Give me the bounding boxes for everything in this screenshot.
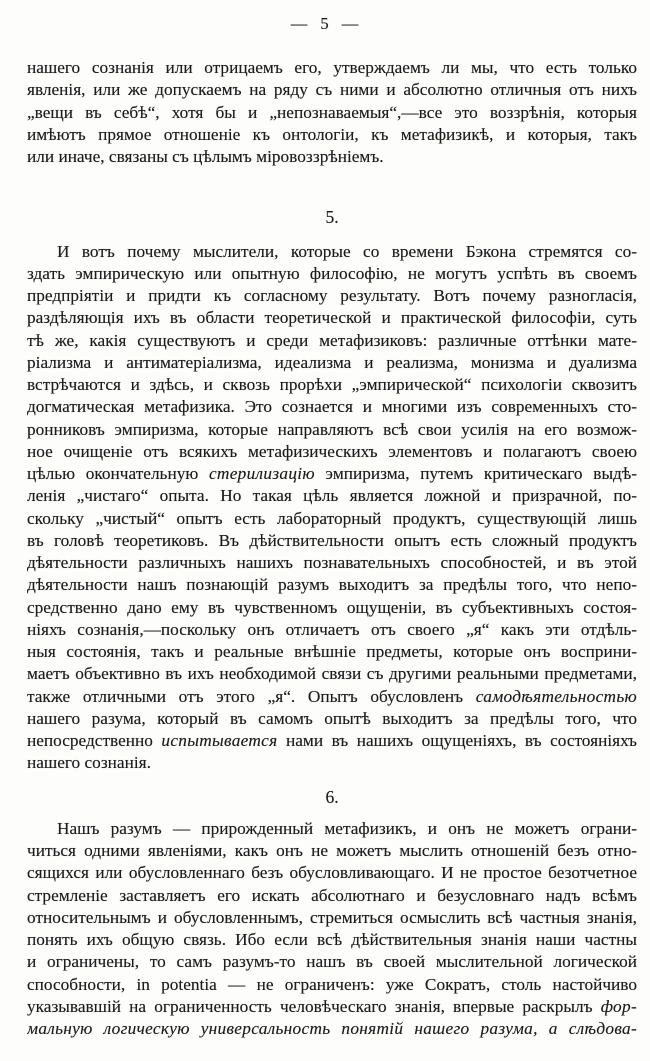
text-line: средственно дано ему въ чувственномъ ощущеніи, въ субъективныхъ состоя- xyxy=(27,597,637,617)
section-heading: 6. xyxy=(325,786,339,807)
text-line: въ головѣ теоретиковъ. Въ дѣйствительности опытъ есть сложный продуктъ xyxy=(27,530,637,550)
text-line: сящихся или обусловленнаго безъ обусловливающаго. И не простое безотчетное xyxy=(27,863,637,883)
text-line: явленія, или же допускаемъ на ряду съ ними и абсолютно отличныя отъ нихъ xyxy=(27,80,637,100)
text-line: предпріятіи и придти къ согласному результату. Вотъ почему разногласія, xyxy=(27,286,637,305)
paragraph xyxy=(27,241,637,775)
text-line: относительнымъ и обусловленнымъ, стремиться осмыслить всѣ частныя знанія, xyxy=(27,907,637,927)
text-line: маетъ объективно въ ихъ необходимой связи съ другими реальными предметами, xyxy=(27,664,637,684)
text-line: также отличными отъ этого „я“. Опытъ обусловленъ самодѣятельностью xyxy=(27,686,637,706)
text-line: раздѣляющія ихъ въ области теоретической и практической философіи, суть xyxy=(27,308,637,328)
text-line: ныя состоянія, такъ и реальные внѣшніе предметы, которые онъ восприни- xyxy=(27,642,637,661)
paragraph xyxy=(27,57,637,168)
text-line: стремленіе заставляетъ его искать абсолютнаго и безусловнаго надъ всѣмъ xyxy=(27,885,637,905)
text-line: ронниковъ эмпиризма, которые направляютъ всѣ свои усилія на его возмож- xyxy=(27,419,637,439)
document-content xyxy=(0,57,650,1040)
text-line: дѣятельности различныхъ нашихъ познавательныхъ способностей, и въ этой xyxy=(27,553,637,572)
text-line: И вотъ почему мыслители, которые со времени Бэкона стремятся со- xyxy=(57,241,637,261)
text-line: указывавшій на ограниченность человѣческаго знанія, впервые раскрылъ фор- xyxy=(27,996,637,1016)
text-line: дѣятельности нашъ познающій разумъ выходитъ за предѣлы того, что непо- xyxy=(27,575,637,595)
text-line: скольку „чистый“ опытъ есть лабораторный продуктъ, существующій лишь xyxy=(27,508,637,528)
text-line: здать эмпирическую или опытную философію, не могутъ успѣть въ своемъ xyxy=(27,263,637,283)
text-line: „вещи въ себѣ“, хотя бы и „непознаваемыя“,—все это воззрѣнія, которыя xyxy=(27,102,637,122)
text-line: имѣютъ прямое отношеніе къ онтологіи, къ метафизикѣ, и которыя, такъ xyxy=(27,124,637,144)
text-line: ное очищеніе отъ всякихъ метафизическихъ элементовъ и полагаютъ своею xyxy=(27,441,637,461)
text-line: Нашъ разумъ — прирожденный метафизикъ, и онъ не можетъ ограни- xyxy=(57,818,637,838)
text-line: ленія „чистаго“ опыта. Но такая цѣль является ложной и призрачной, по- xyxy=(27,486,637,506)
text-line: цѣлью окончательную стерилизацію эмпиризма, путемъ критическаго выдѣ- xyxy=(27,464,637,483)
text-line: встрѣчаются и здѣсь, и сквозь прорѣхи „эмпирической“ психологіи сквозитъ xyxy=(27,375,637,394)
text-line: нашего сознанія. xyxy=(27,753,151,773)
text-line: ріализма и антиматеріализма, идеализма и реализма, монизма и дуализма xyxy=(27,352,637,372)
text-line: понять ихъ общую связь. Ибо если всѣ дѣйствительныя знанія наши частны xyxy=(27,930,637,949)
text-line: или иначе, связаны съ цѣлымъ міровоззрѣніемъ. xyxy=(27,147,384,166)
section-heading: 5. xyxy=(325,207,339,228)
paragraph xyxy=(27,818,637,1041)
text-line: нашего сознанія или отрицаемъ его, утверждаемъ ли мы, что есть только xyxy=(27,58,637,77)
text-line: способности, in potentia — не ограниченъ: уже Сократъ, столь настойчиво xyxy=(27,974,637,994)
text-line: и ограничены, то самъ разумъ-то нашъ въ своей мыслительной логической xyxy=(27,952,637,972)
text-line: тѣ же, какія существуютъ и среди метафизиковъ: различные оттѣнки мате- xyxy=(27,330,637,350)
text-line: мальную логическую универсальность понятій нашего разума, а слѣдова- xyxy=(27,1019,637,1038)
page-number: — 5 — xyxy=(290,14,360,33)
text-line: непосредственно испытывается нами въ нашихъ ощущеніяхъ, въ состояніяхъ xyxy=(27,731,637,750)
text-line: ніяхъ сознанія,—поскольку онъ отличаетъ отъ своего „я“ какъ эти отдѣль- xyxy=(27,619,637,639)
text-line: догматическая метафизика. Это сознается и многими изъ современныхъ сто- xyxy=(27,397,637,417)
text-line: нашего разума, который въ самомъ опытѣ выходитъ за предѣлы того, что xyxy=(27,708,637,728)
text-line: читься одними явленіями, какъ онъ не можетъ мыслить отношеній безъ отно- xyxy=(27,841,637,860)
